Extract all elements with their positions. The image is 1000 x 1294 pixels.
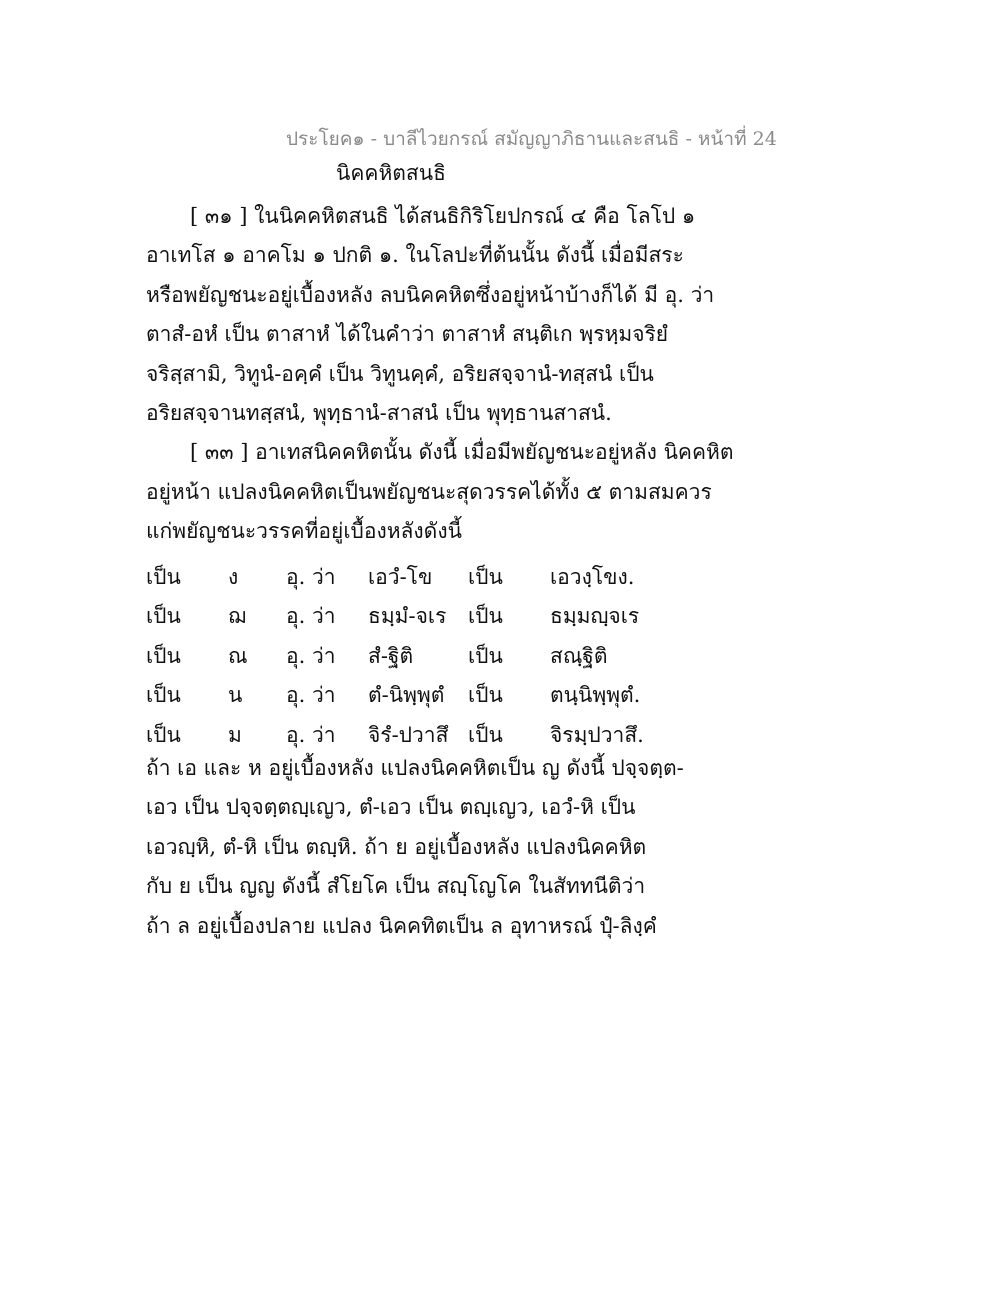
example-cell: สํ-ฐิติ xyxy=(368,644,414,668)
example-row xyxy=(146,640,706,668)
example-cell: เป็น xyxy=(146,683,181,707)
paragraph-line: หรือพยัญชนะอยู่เบื้องหลัง ลบนิคคหิตซึ่งอยู่หน้าบ้างก็ได้ มี อุ. ว่า xyxy=(146,283,715,307)
paragraph-line: อยู่หน้า แปลงนิคคหิตเป็นพยัญชนะสุดวรรคได้ทั้ง ๕ ตามสมควร xyxy=(146,480,712,504)
running-header: ประโยค๑ - บาลีไวยกรณ์ สมัญญาภิธานและสนธิ - หน้าที่ 24 xyxy=(286,128,777,150)
example-cell: เป็น xyxy=(468,565,503,589)
section-title: นิคคหิตสนธิ xyxy=(336,161,446,185)
example-cell: อุ. ว่า xyxy=(286,644,336,668)
example-cell: เอวงฺโขง. xyxy=(550,565,635,589)
paragraph-line: อาเทโส ๑ อาคโม ๑ ปกติ ๑. ในโลปะที่ต้นนั้น ดังนี้ เมื่อมีสระ xyxy=(146,243,684,267)
example-cell: เป็น xyxy=(468,644,503,668)
example-cell: เอวํ-โข xyxy=(368,565,433,589)
paragraph-line: [ ๓๑ ] ในนิคคหิตสนธิ ได้สนธิกิริโยปกรณ์ ๔ คือ โลโป ๑ xyxy=(190,204,696,228)
example-cell: จิรํ-ปวาสึ xyxy=(368,723,449,747)
example-cell: ตํ-นิพฺพุตํ xyxy=(368,683,445,707)
example-cell: น xyxy=(228,683,243,707)
example-cell: ณ xyxy=(228,644,248,668)
example-row xyxy=(146,679,706,707)
example-cell: จิรมฺปวาสึ. xyxy=(550,723,644,747)
example-row xyxy=(146,561,706,589)
example-cell: เป็น xyxy=(146,723,181,747)
paragraph-line: [ ๓๓ ] อาเทสนิคคหิตนั้น ดังนี้ เมื่อมีพยัญชนะอยู่หลัง นิคคหิต xyxy=(190,440,734,464)
example-cell: ม xyxy=(228,723,242,747)
example-cell: อุ. ว่า xyxy=(286,723,336,747)
example-cell: เป็น xyxy=(146,565,181,589)
paragraph-line: เอว เป็น ปจฺจตฺตญฺเญว, ตํ-เอว เป็น ตญฺเญว, เอวํ-หิ เป็น xyxy=(146,795,636,819)
example-cell: ง xyxy=(228,565,239,589)
paragraph-line: เอวญฺหิ, ตํ-หิ เป็น ตญฺหิ. ถ้า ย อยู่เบื้องหลัง แปลงนิคคหิต xyxy=(146,835,647,859)
example-cell: สณฺฐิติ xyxy=(550,644,608,668)
example-cell: เป็น xyxy=(468,683,503,707)
example-cell: เป็น xyxy=(468,604,503,628)
paragraph-line: ถ้า เอ และ ห อยู่เบื้องหลัง แปลงนิคคหิตเป็น ญ ดังนี้ ปจฺจตฺต- xyxy=(146,756,684,780)
paragraph-line: แก่พยัญชนะวรรคที่อยู่เบื้องหลังดังนี้ xyxy=(146,519,462,543)
example-cell: เป็น xyxy=(146,604,181,628)
example-cell: เป็น xyxy=(468,723,503,747)
example-cell: ธมฺมํ-จเร xyxy=(368,604,447,628)
paragraph-line: ถ้า ล อยู่เบื้องปลาย แปลง นิคคทิตเป็น ล อุทาหรณ์ ปุํ-ลิงฺคํ xyxy=(146,914,657,938)
example-cell: อุ. ว่า xyxy=(286,604,336,628)
example-cell: อุ. ว่า xyxy=(286,683,336,707)
example-cell: ธมฺมญฺจเร xyxy=(550,604,640,628)
example-row xyxy=(146,600,706,628)
example-cell: ฌ xyxy=(228,604,246,628)
example-cell: ตนฺนิพฺพุตํ. xyxy=(550,683,641,707)
example-row xyxy=(146,719,706,747)
paragraph-line: อริยสจฺจานทสฺสนํ, พุทฺธานํ-สาสนํ เป็น พุทฺธานสาสนํ. xyxy=(146,401,612,425)
example-cell: อุ. ว่า xyxy=(286,565,336,589)
paragraph-line: ตาสํ-อหํ เป็น ตาสาหํ ได้ในคำว่า ตาสาหํ สนฺติเก พฺรหฺมจริยํ xyxy=(146,322,669,346)
paragraph-line: กับ ย เป็น ญญ ดังนี้ สํโยโค เป็น สญฺโญโค ในสัททนีติว่า xyxy=(146,874,646,898)
example-cell: เป็น xyxy=(146,644,181,668)
paragraph-line: จริสฺสามิ, วิทูนํ-อคฺคํ เป็น วิทูนคฺคํ, อริยสจฺจานํ-ทสฺสนํ เป็น xyxy=(146,362,654,386)
